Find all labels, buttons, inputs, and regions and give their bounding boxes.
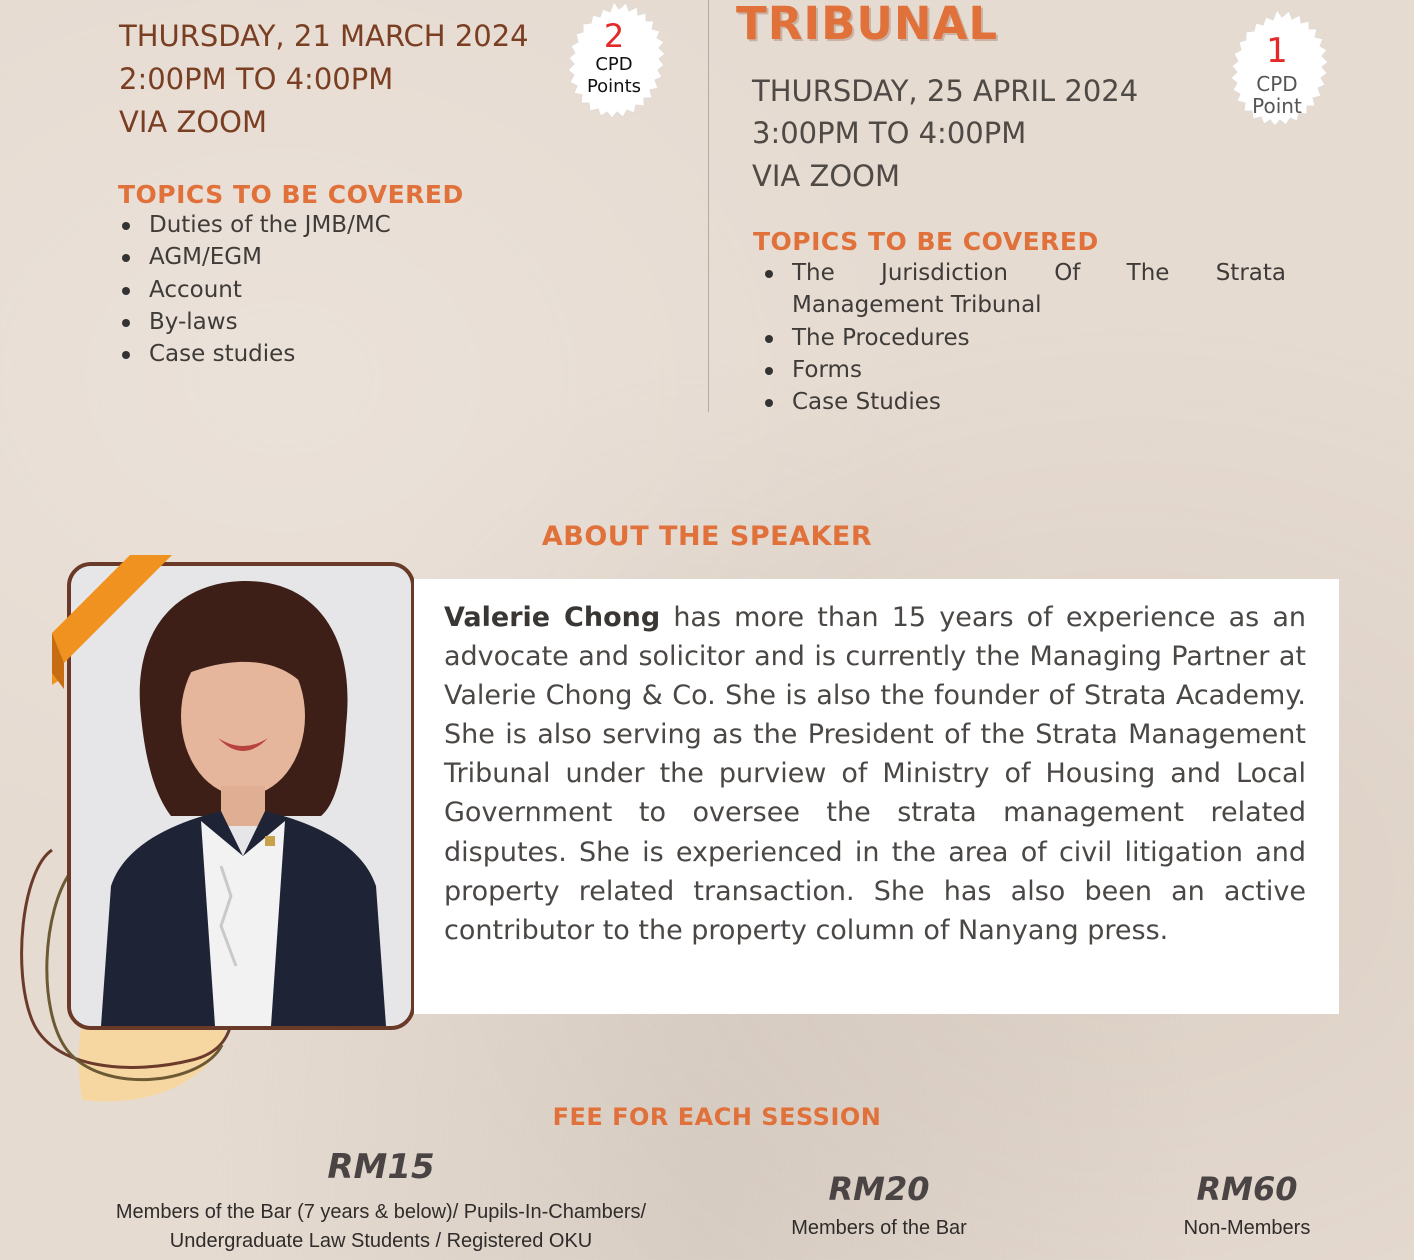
cpd-badge-right-label1: CPD xyxy=(1256,72,1298,96)
list-item: Duties of the JMB/MC xyxy=(119,209,391,241)
fee-desc-rm15-line1: Members of the Bar (7 years & below)/ Pupils-In-Chambers/ xyxy=(115,1201,647,1223)
right-topics-heading: TOPICS TO BE COVERED xyxy=(753,227,1099,256)
list-item: By-laws xyxy=(119,306,391,338)
right-topics-list xyxy=(762,257,1286,418)
list-item: Account xyxy=(119,274,391,306)
list-item: The Jurisdiction Of The Strata Management Tribunal xyxy=(762,257,1286,322)
right-session-date: THURSDAY, 25 APRIL 2024 xyxy=(752,74,1139,108)
left-topics-heading: TOPICS TO BE COVERED xyxy=(118,180,464,209)
cpd-badge-left-label2: Points xyxy=(586,76,642,97)
speaker-bio xyxy=(444,598,1306,950)
list-item: Forms xyxy=(762,354,1286,386)
right-session-time: 3:00PM TO 4:00PM xyxy=(752,116,1027,150)
speaker-name: Valerie Chong xyxy=(444,602,661,633)
cpd-badge-left-label1: CPD xyxy=(595,54,633,75)
fee-heading: FEE FOR EACH SESSION xyxy=(552,1103,882,1131)
right-session-venue: VIA ZOOM xyxy=(752,159,900,193)
fee-amount-rm20: RM20 xyxy=(828,1170,930,1208)
column-divider xyxy=(708,0,709,412)
left-session-date: THURSDAY, 21 MARCH 2024 xyxy=(119,19,529,53)
cpd-badge-left-number: 2 xyxy=(603,17,625,55)
list-item: Case studies xyxy=(119,338,391,370)
speaker-heading: ABOUT THE SPEAKER xyxy=(541,521,873,552)
fee-amount-rm15: RM15 xyxy=(327,1147,435,1187)
list-item: Case Studies xyxy=(762,386,1286,418)
cpd-badge-left xyxy=(552,0,676,124)
left-topics-list xyxy=(119,209,391,370)
cpd-badge-right xyxy=(1215,8,1339,132)
list-item: AGM/EGM xyxy=(119,241,391,273)
left-session-time: 2:00PM TO 4:00PM xyxy=(119,62,394,96)
right-session-title: TRIBUNAL xyxy=(736,0,999,50)
fee-desc-rm15-line2: Undergraduate Law Students / Registered OKU xyxy=(169,1230,593,1252)
cpd-badge-right-number: 1 xyxy=(1266,31,1288,71)
fee-desc-rm20: Members of the Bar xyxy=(791,1217,967,1239)
speaker-bio-text: has more than 15 years of experience as an advocate and solicitor and is currently the Managing Partner at Valerie Chong & Co. She is also the founder of Strata Academy. She is also serving as the President of the Strata Management Tribunal under the purview of Ministry of Housing and Local Government to oversee the strata management related disputes. She is experienced in the area of civil litigation and property related transaction. She has also been an active contributor to the property column of Nanyang press. xyxy=(444,602,1307,946)
fee-amount-rm60: RM60 xyxy=(1196,1170,1298,1208)
left-session-venue: VIA ZOOM xyxy=(119,105,267,139)
cpd-badge-right-label2: Point xyxy=(1252,94,1302,118)
ribbon-corner-icon xyxy=(52,555,192,695)
fee-desc-rm60: Non-Members xyxy=(1183,1217,1311,1239)
list-item: The Procedures xyxy=(762,322,1286,354)
